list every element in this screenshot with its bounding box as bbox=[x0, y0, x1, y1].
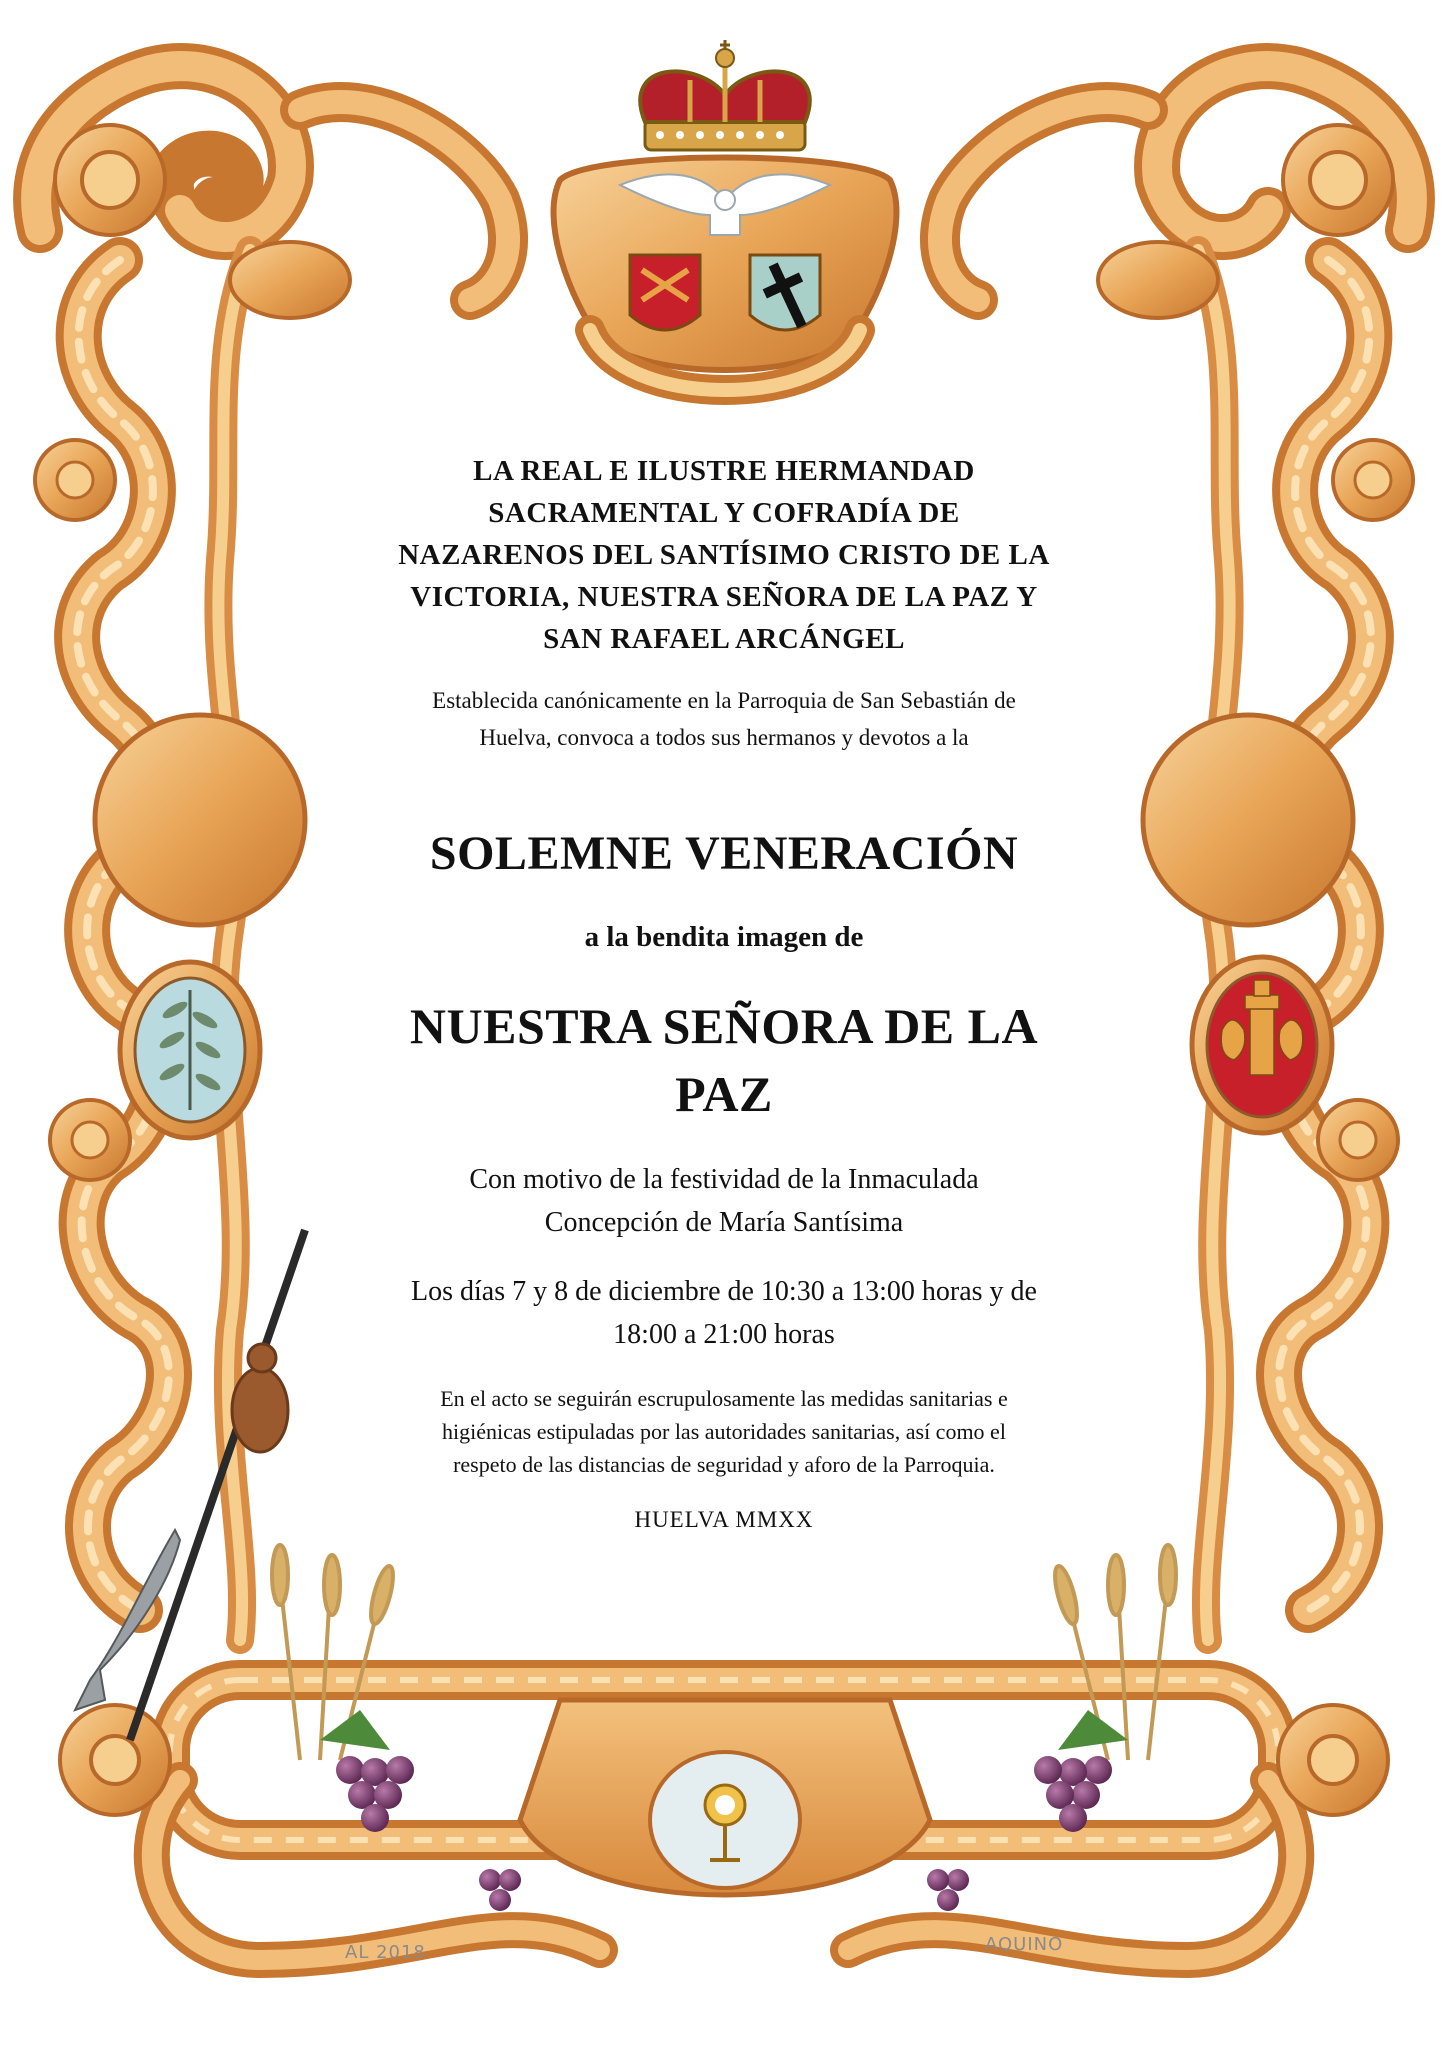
schedule-paragraph bbox=[345, 1270, 1103, 1356]
brotherhood-line-4: VICTORIA, NUESTRA SEÑORA DE LA PAZ Y bbox=[410, 581, 1038, 613]
brotherhood-line-5: SAN RAFAEL ARCÁNGEL bbox=[543, 623, 905, 655]
left-border bbox=[35, 66, 350, 1640]
health-notice-line-1: En el acto se seguirán escrupulosamente las medidas sanitarias e bbox=[440, 1386, 1008, 1411]
brotherhood-name bbox=[345, 450, 1103, 660]
schedule-line-1: Los días 7 y 8 de diciembre de 10:30 a 13:00 horas y de bbox=[411, 1276, 1037, 1307]
grapes-left bbox=[320, 1710, 521, 1911]
bottom-border bbox=[60, 1680, 1388, 1960]
occasion-line-1: Con motivo de la festividad de la Inmaculada bbox=[469, 1164, 979, 1195]
occasion-line-2: Concepción de María Santísima bbox=[544, 1207, 904, 1238]
intro-paragraph bbox=[345, 682, 1103, 756]
royal-crown-icon bbox=[640, 40, 810, 150]
brotherhood-line-1: LA REAL E ILUSTRE HERMANDAD bbox=[473, 455, 975, 487]
right-border bbox=[1098, 66, 1413, 1640]
brotherhood-line-2: SACRAMENTAL Y COFRADÍA DE bbox=[488, 497, 960, 529]
wheat-left bbox=[272, 1545, 397, 1760]
image-name-line-2: PAZ bbox=[675, 1066, 773, 1122]
health-notice-line-3: respeto de las distancias de seguridad y aforo de la Parroquia. bbox=[453, 1452, 995, 1477]
castle-lions-medallion bbox=[1192, 957, 1332, 1133]
event-subtitle: a la bendita imagen de bbox=[584, 921, 864, 953]
occasion-paragraph bbox=[345, 1158, 1103, 1244]
health-notice-line-2: higiénicas estipuladas por las autoridades sanitarias, así como el bbox=[442, 1419, 1006, 1444]
announcement-text bbox=[345, 450, 1103, 1533]
artist-signature-left: AL 2018 bbox=[345, 1942, 426, 1963]
grapes-right bbox=[927, 1710, 1128, 1911]
artist-signature-right: AQUINO bbox=[985, 1934, 1064, 1955]
image-name-line-1: NUESTRA SEÑORA DE LA bbox=[409, 998, 1039, 1054]
olive-branch-medallion bbox=[120, 962, 260, 1138]
intro-line-2: Huelva, convoca a todos sus hermanos y devotos a la bbox=[479, 725, 969, 750]
event-title: SOLEMNE VENERACIÓN bbox=[429, 827, 1019, 880]
image-name bbox=[345, 992, 1103, 1128]
wheat-right bbox=[1051, 1545, 1176, 1760]
place-date: HUELVA MMXX bbox=[634, 1507, 814, 1532]
health-notice bbox=[345, 1382, 1103, 1481]
brotherhood-line-3: NAZARENOS DEL SANTÍSIMO CRISTO DE LA bbox=[398, 539, 1050, 571]
intro-line-1: Establecida canónicamente en la Parroquia de San Sebastián de bbox=[432, 688, 1016, 713]
schedule-line-2: 18:00 a 21:00 horas bbox=[613, 1319, 835, 1350]
brotherhood-crest bbox=[554, 40, 897, 390]
